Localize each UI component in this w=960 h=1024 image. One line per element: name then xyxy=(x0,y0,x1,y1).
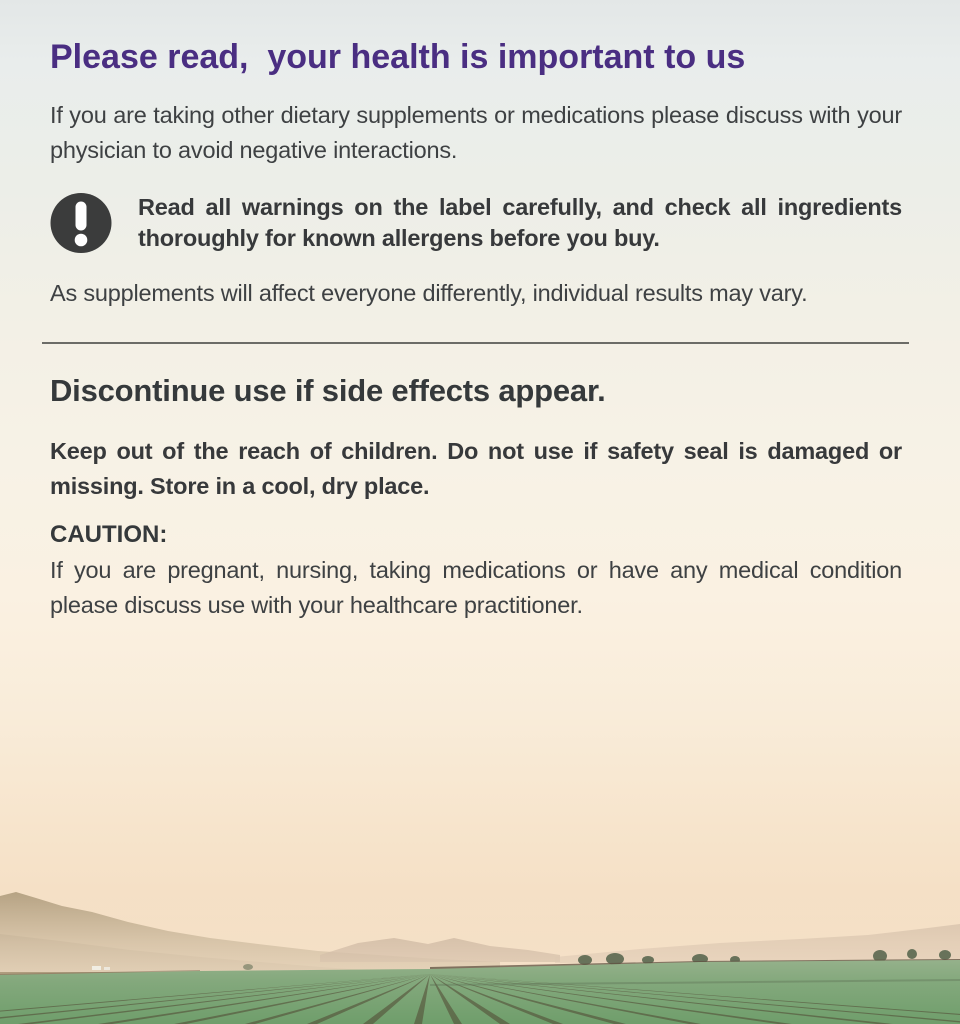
farm-field-photo xyxy=(0,834,960,1024)
horizon-haze xyxy=(0,886,960,972)
warning-callout xyxy=(50,192,902,254)
warning-callout-text: Read all warnings on the label carefully, and check all ingredients thoroughly for known allergens before you buy. xyxy=(138,194,902,251)
keep-out-paragraph: Keep out of the reach of children. Do not use if safety seal is damaged or missing. Store in a cool, dry place. xyxy=(50,438,902,499)
caution-label: CAUTION: xyxy=(50,521,168,548)
page-title: Please read, your health is important to us xyxy=(50,38,746,76)
caution-paragraph: If you are pregnant, nursing, taking medications or have any medical condition please discuss use with your healthcare practitioner. xyxy=(50,557,902,618)
results-note: As supplements will affect everyone differently, individual results may vary. xyxy=(50,280,808,306)
discontinue-heading: Discontinue use if side effects appear. xyxy=(50,373,606,408)
exclamation-circle-icon xyxy=(50,192,112,254)
intro-paragraph: If you are taking other dietary supplements or medications please discuss with your physician to avoid negative interactions. xyxy=(50,102,902,163)
farm-landscape-graphic xyxy=(0,834,960,1024)
section-divider xyxy=(42,342,909,344)
